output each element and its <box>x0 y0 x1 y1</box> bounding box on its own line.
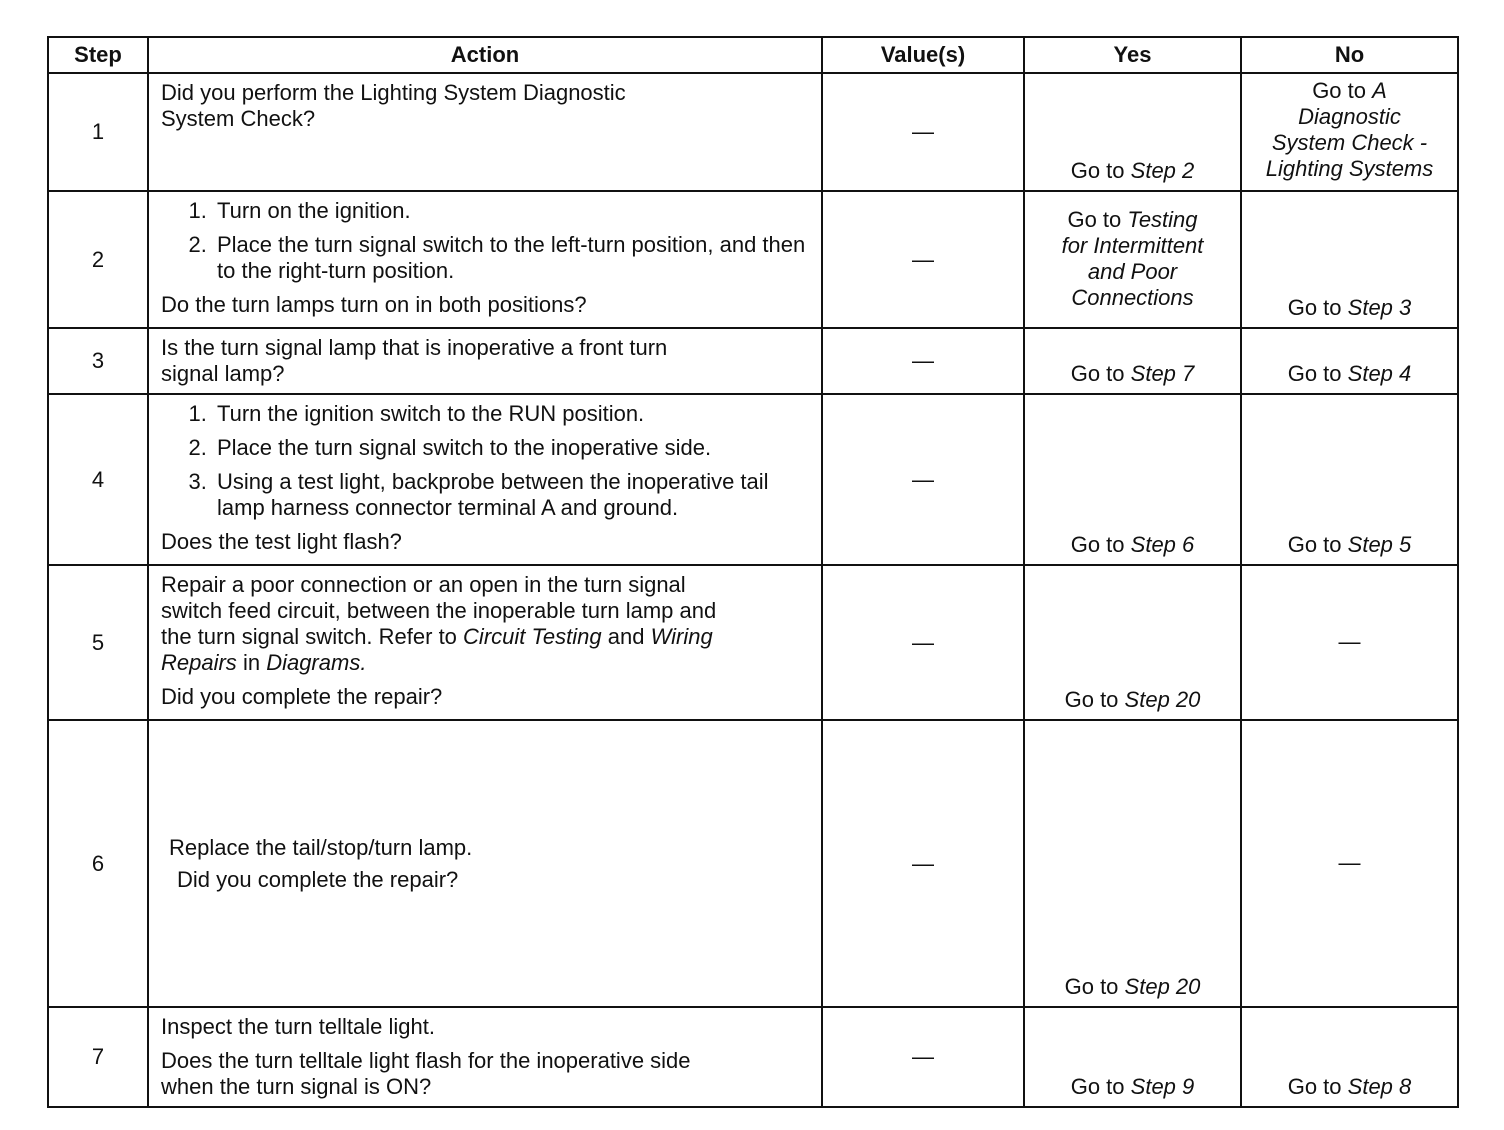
action-text: System Check? <box>161 106 316 131</box>
goto-prefix: Go to <box>1287 361 1342 386</box>
header-no: No <box>1241 37 1458 73</box>
action-step-item: 2. Place the turn signal switch to the left-turn position, and then to the right-turn position. <box>213 232 809 284</box>
table-row <box>48 1007 1458 1107</box>
step-number: 6 <box>48 720 148 1007</box>
action-steps <box>161 401 809 521</box>
table-row <box>48 565 1458 720</box>
goto-target: Connections <box>1071 284 1194 310</box>
goto-prefix: Go to <box>1070 1074 1125 1099</box>
action-text: in <box>242 650 261 675</box>
header-step: Step <box>48 37 148 73</box>
reference-link: Repairs <box>161 650 237 675</box>
yes-cell <box>1024 394 1241 565</box>
goto-target: Step 2 <box>1130 158 1195 183</box>
yes-cell <box>1024 565 1241 720</box>
action-text: and <box>607 624 645 649</box>
no-cell <box>1241 1007 1458 1107</box>
goto-prefix: Go to <box>1070 361 1125 386</box>
action-question: Does the test light flash? <box>161 529 402 554</box>
no-cell: — <box>1241 720 1458 1007</box>
step-number: 1 <box>48 73 148 191</box>
table-row <box>48 720 1458 1007</box>
goto-prefix: Go to <box>1287 295 1342 320</box>
action-step-item: 1. Turn on the ignition. <box>213 198 809 224</box>
action-text: Does the turn telltale light flash for the inoperative side <box>161 1048 691 1073</box>
value-cell: — <box>822 191 1024 328</box>
goto-prefix: Go to <box>1064 687 1119 712</box>
no-cell <box>1241 328 1458 394</box>
header-values: Value(s) <box>822 37 1024 73</box>
no-cell: — <box>1241 565 1458 720</box>
yes-cell <box>1024 328 1241 394</box>
action-text: the turn signal switch. Refer to <box>161 624 457 649</box>
goto-target: Step 20 <box>1124 974 1201 999</box>
action-text: Did you perform the Lighting System Diagnostic <box>161 80 626 105</box>
action-text: when the turn signal is ON? <box>161 1074 432 1099</box>
reference-link: Wiring <box>650 624 713 649</box>
goto-target: Testing <box>1127 206 1198 232</box>
action-cell <box>148 565 822 720</box>
goto-target: Step 7 <box>1130 361 1195 386</box>
step-number: 4 <box>48 394 148 565</box>
goto-target: System Check - <box>1271 130 1428 155</box>
action-step-item: 1. Turn the ignition switch to the RUN position. <box>213 401 809 427</box>
goto-target: Step 5 <box>1347 532 1412 557</box>
value-cell: — <box>822 394 1024 565</box>
goto-target: Step 4 <box>1347 361 1412 386</box>
action-line: Replace the tail/stop/turn lamp. <box>169 834 473 860</box>
action-cell <box>148 73 822 191</box>
step-number: 2 <box>48 191 148 328</box>
goto-prefix: Go to <box>1070 158 1125 183</box>
goto-target: Step 3 <box>1347 295 1412 320</box>
reference-link: Circuit Testing <box>463 624 602 649</box>
step-number: 7 <box>48 1007 148 1107</box>
action-steps <box>161 198 809 284</box>
action-text: Inspect the turn telltale light. <box>161 1014 435 1039</box>
yes-cell <box>1024 73 1241 191</box>
reference-link: Diagrams. <box>266 650 367 675</box>
action-cell <box>148 720 822 1007</box>
action-question: Did you complete the repair? <box>177 866 459 892</box>
header-action: Action <box>148 37 822 73</box>
value-cell: — <box>822 73 1024 191</box>
no-cell <box>1241 394 1458 565</box>
goto-prefix: Go to <box>1287 1074 1342 1099</box>
table-row <box>48 191 1458 328</box>
value-cell: — <box>822 720 1024 1007</box>
goto-target: and Poor <box>1087 258 1178 284</box>
goto-target: Lighting Systems <box>1265 156 1434 181</box>
step-number: 5 <box>48 565 148 720</box>
header-yes: Yes <box>1024 37 1241 73</box>
goto-prefix: Go to <box>1070 532 1125 557</box>
action-text: signal lamp? <box>161 361 285 386</box>
action-cell <box>148 394 822 565</box>
header-row <box>48 37 1458 73</box>
diagnostic-table <box>47 36 1459 1108</box>
goto-target: Step 8 <box>1347 1074 1412 1099</box>
no-cell <box>1241 191 1458 328</box>
goto-prefix: Go to <box>1312 78 1366 103</box>
goto-target: for Intermittent <box>1061 232 1204 258</box>
table-row <box>48 328 1458 394</box>
no-cell <box>1241 73 1458 191</box>
value-cell: — <box>822 565 1024 720</box>
action-question: Do the turn lamps turn on in both positions? <box>161 292 587 317</box>
goto-prefix: Go to <box>1064 974 1119 999</box>
goto-prefix: Go to <box>1067 206 1122 232</box>
goto-target: Diagnostic <box>1298 104 1401 129</box>
action-cell <box>148 328 822 394</box>
goto-target: A <box>1372 78 1387 103</box>
goto-target: Step 6 <box>1130 532 1195 557</box>
action-text: switch feed circuit, between the inoperable turn lamp and <box>161 598 717 623</box>
table-row <box>48 73 1458 191</box>
goto-target: Step 9 <box>1130 1074 1195 1099</box>
action-text: Is the turn signal lamp that is inoperative a front turn <box>161 335 668 360</box>
action-step-item: 2. Place the turn signal switch to the inoperative side. <box>213 435 809 461</box>
table-row <box>48 394 1458 565</box>
action-step-item: 3. Using a test light, backprobe between the inoperative tail lamp harness connector terminal A and ground. <box>213 469 809 521</box>
value-cell: — <box>822 1007 1024 1107</box>
yes-cell <box>1024 191 1241 328</box>
action-cell <box>148 1007 822 1107</box>
step-number: 3 <box>48 328 148 394</box>
action-question: Did you complete the repair? <box>161 684 443 709</box>
value-cell: — <box>822 328 1024 394</box>
action-text <box>169 835 809 861</box>
yes-cell <box>1024 720 1241 1007</box>
goto-target: Step 20 <box>1124 687 1201 712</box>
yes-cell <box>1024 1007 1241 1107</box>
action-text: Repair a poor connection or an open in the turn signal <box>161 572 686 597</box>
action-cell <box>148 191 822 328</box>
goto-prefix: Go to <box>1287 532 1342 557</box>
